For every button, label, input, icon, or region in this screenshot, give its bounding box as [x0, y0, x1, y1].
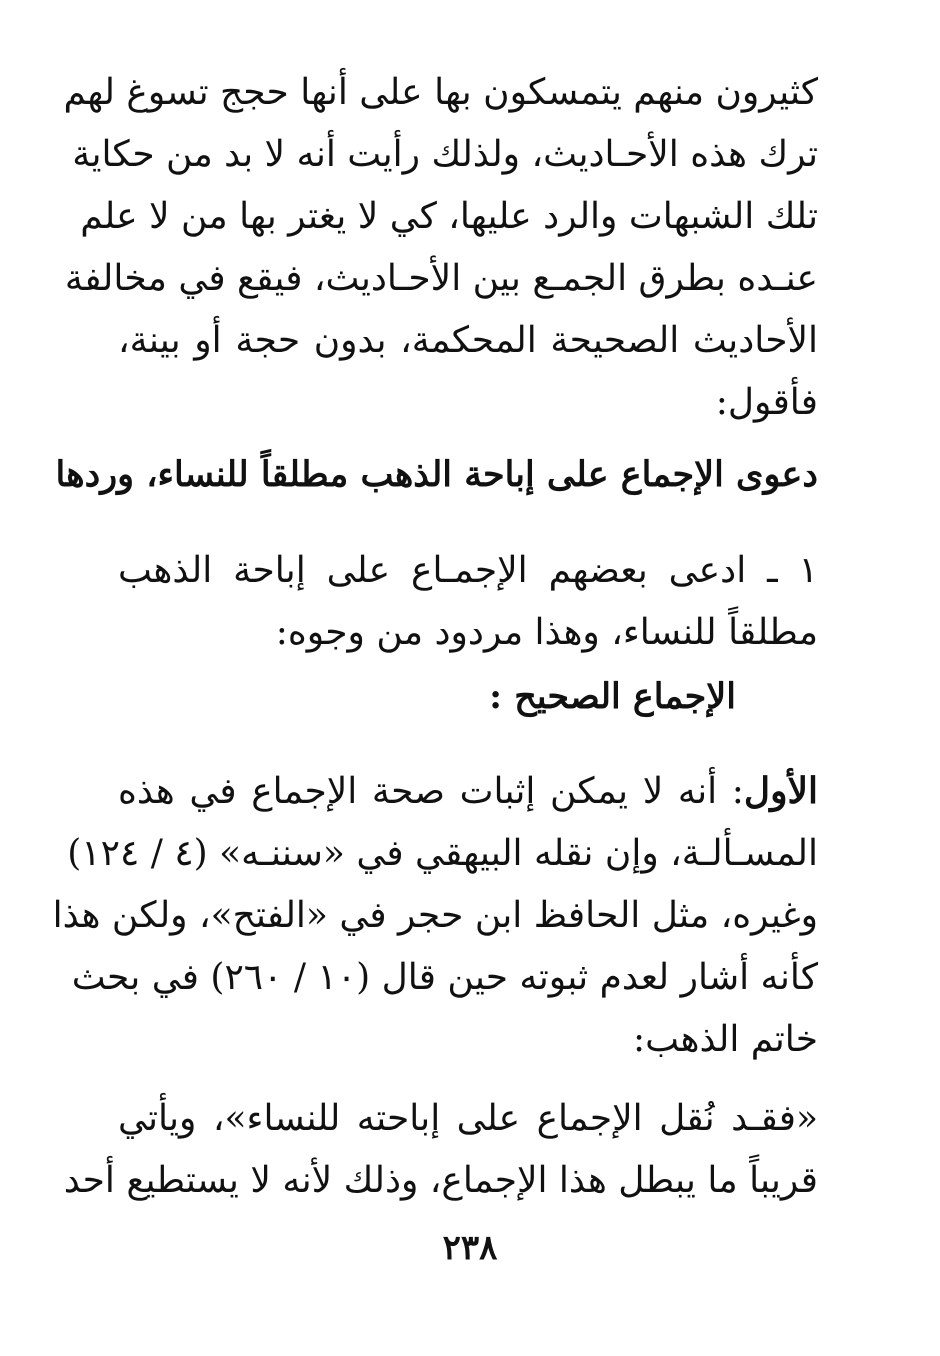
first-point-line-3: وغيره، مثل الحافظ ابن حجر في «الفتح»، ولكن هذا [52, 895, 818, 936]
page-number: ٢٣٨ [442, 1228, 498, 1268]
first-point-line-2: المسـألـة، وإن نقله البيهقي في «سننـه» (٤ / ١٢٤) [67, 833, 818, 874]
first-point-line-4: كأنه أشار لعدم ثبوته حين قال (١٠ / ٢٦٠) في بحث [71, 957, 818, 998]
intro-paragraph [63, 62, 818, 434]
intro-line-2: ترك هذه الأحـاديث، ولذلك رأيت أنه لا بد من حكاية [72, 134, 818, 175]
quote-line-2: قريباً ما يبطل هذا الإجماع، وذلك لأنه لا يستطيع أحد [63, 1160, 818, 1201]
intro-line-3: تلك الشبهات والرد عليها، كي لا يغتر بها من لا علم [80, 196, 818, 237]
claim-line-1: ١ ـ ادعى بعضهم الإجمـاع على إباحة الذهب [118, 550, 818, 591]
subheading: الإجماع الصحيح : [489, 676, 736, 717]
quote-line-1: «فقـد نُقل الإجماع على إباحته للنساء»، ويأتي [118, 1098, 818, 1139]
section-heading: دعوى الإجماع على إباحة الذهب مطلقاً للنساء، وردها [55, 454, 818, 495]
first-point-line-5: خاتم الذهب: [633, 1019, 818, 1060]
intro-line-1: كثيرون منهم يتمسكون بها على أنها حجج تسوغ لهم [63, 72, 818, 113]
first-point-paragraph [52, 760, 818, 1071]
intro-line-4: عنـده بطرق الجمـع بين الأحـاديث، فيقع في مخالفة [64, 258, 818, 299]
quote-paragraph [63, 1088, 818, 1212]
intro-line-6: فأقول: [715, 382, 818, 423]
claim-paragraph [118, 540, 818, 664]
first-point-line-1-text: : أنه لا يمكن إثبات صحة الإجماع في هذه [118, 771, 744, 812]
first-point-line-1 [118, 760, 818, 823]
intro-line-5: الأحاديث الصحيحة المحكمة، بدون حجة أو بينة، [118, 320, 818, 361]
first-point-lead: الأول [743, 770, 818, 812]
claim-line-2: مطلقاً للنساء، وهذا مردود من وجوه: [275, 612, 818, 653]
